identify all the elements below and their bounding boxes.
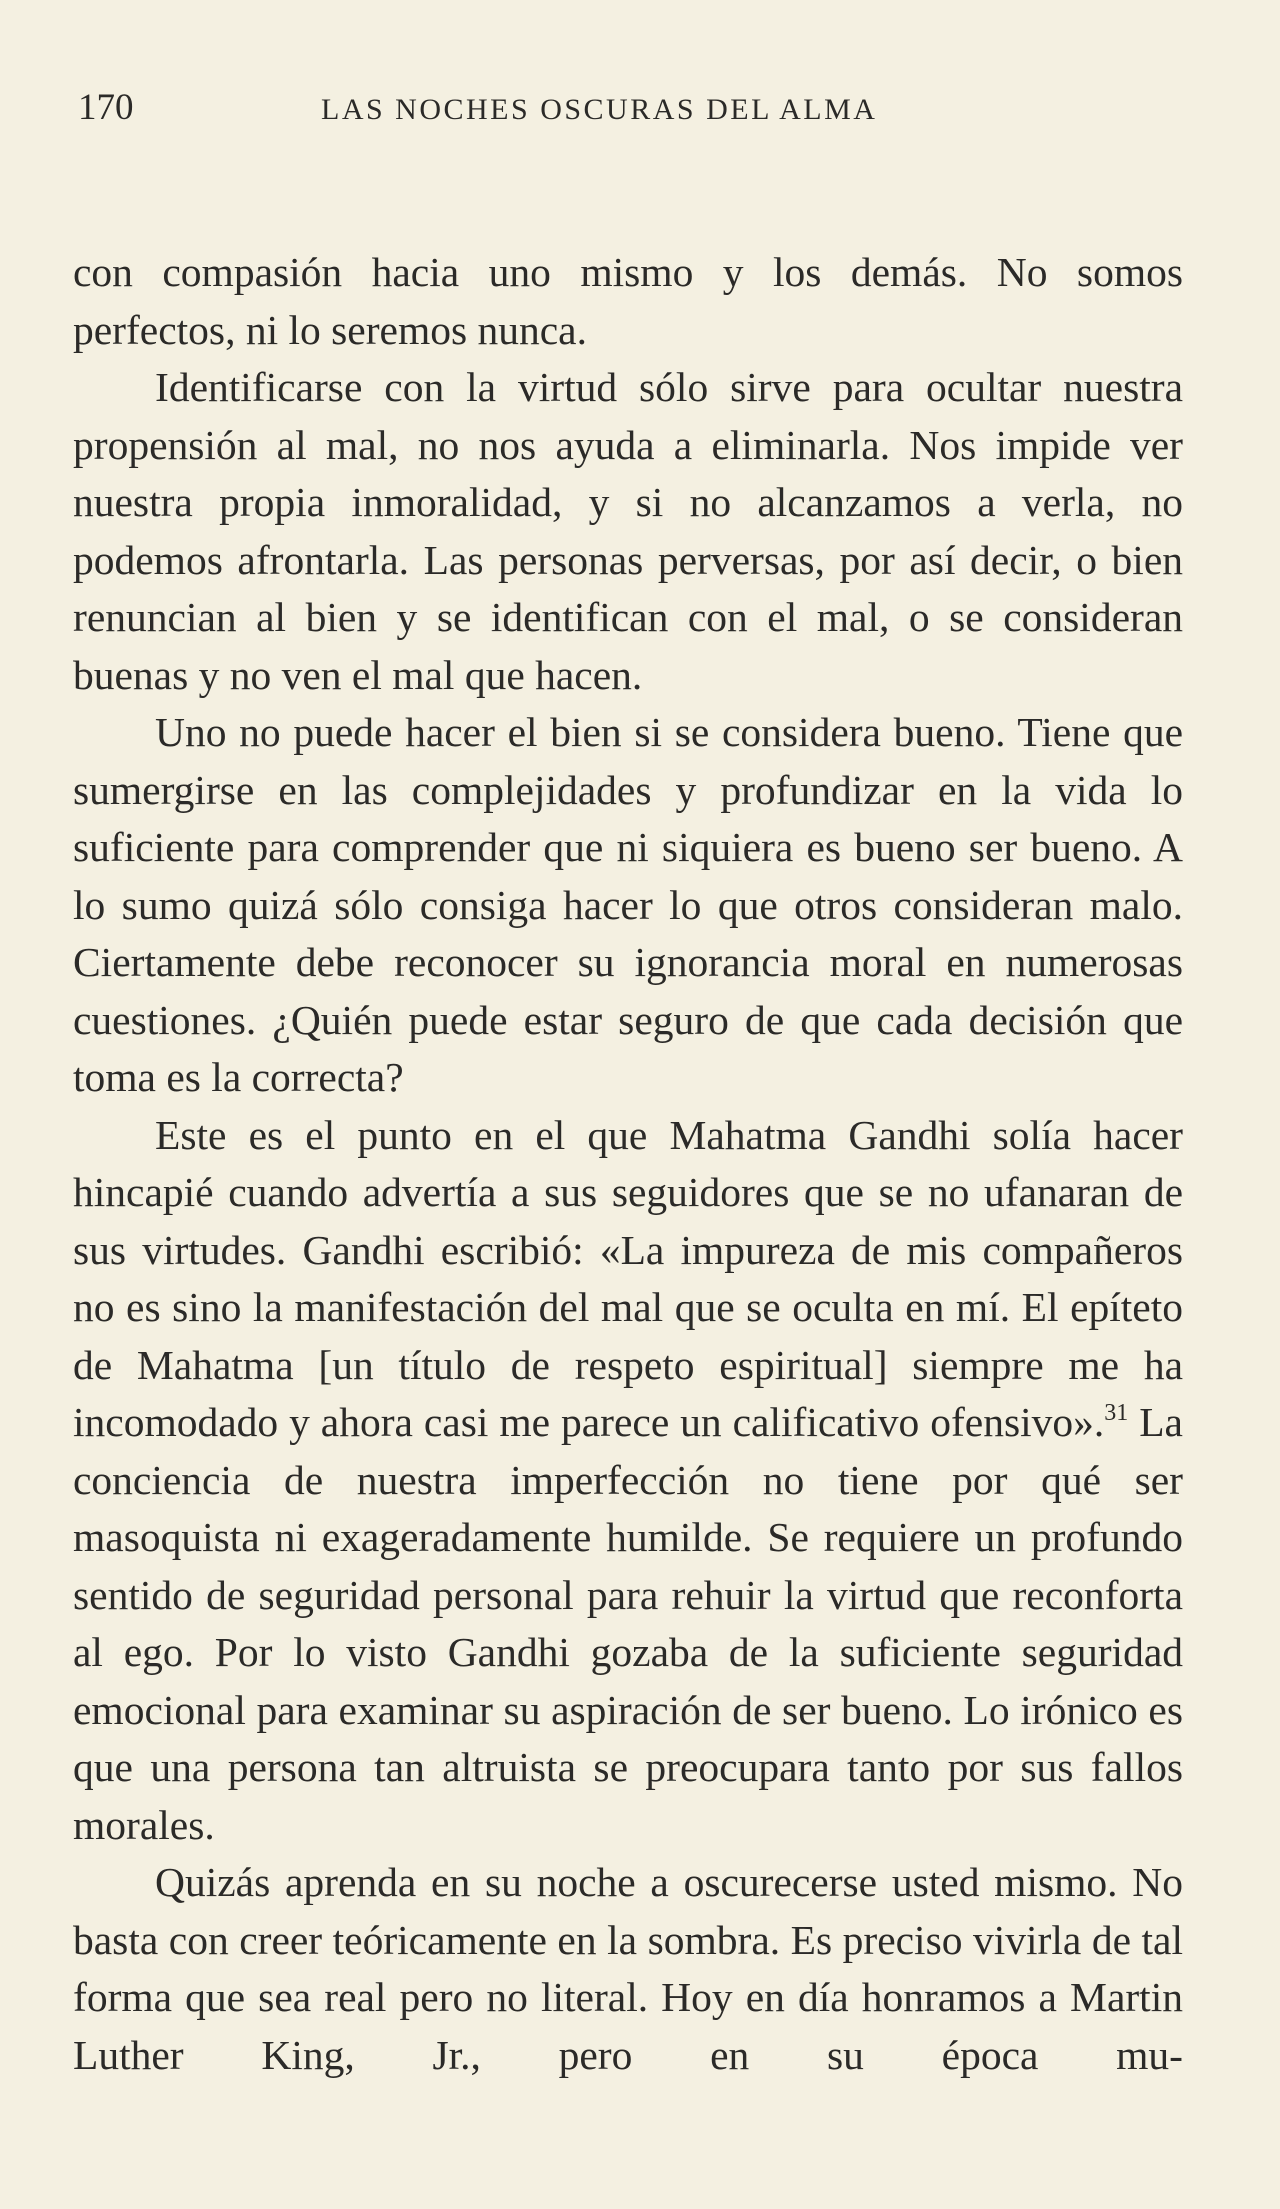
paragraph-5: Quizás aprenda en su noche a oscurecerse usted mismo. No basta con creer teóricamente en la sombra. Es preciso vivirla de tal forma que sea real pero no literal. Hoy en día honramos a Martin Luther King, Jr., pero en su época mu- — [73, 1859, 1183, 2078]
book-page — [73, 78, 1183, 2078]
paragraph-3: Uno no puede hacer el bien si se considera bueno. Tiene que sumergirse en las complejidades y profundizar en la vida lo suficiente para comprender que ni siquiera es bueno ser bueno. A lo sumo quizá sólo consiga hacer lo que otros consideran malo. Ciertamente debe reconocer su ignorancia moral en numerosas cuestiones. ¿Quién puede estar seguro de que cada decisión que toma es la correcta? — [73, 709, 1183, 1100]
body-text — [73, 244, 1183, 2084]
running-header — [73, 78, 1183, 148]
paragraph-4-text-continued: La conciencia de nuestra imperfección no tiene por qué ser masoquista ni exageradamente humilde. Se requiere un profundo sentido de seguridad personal para rehuir la virtud que reconforta al ego. Por lo visto Gandhi gozaba de la suficiente seguridad emocional para examinar su aspiración de ser bueno. Lo irónico es que una persona tan altruista se preocupara tanto por sus fallos morales. — [73, 1399, 1183, 1848]
paragraph-4 — [73, 1107, 1183, 1855]
page-number: 170 — [78, 87, 134, 128]
paragraph-4-text: Este es el punto en el que Mahatma Gandhi solía hacer hincapié cuando advertía a sus seguidores que se no ufanaran de sus virtudes. Gandhi escribió: «La impureza de mis compañeros no es sino la manifestación del mal que se oculta en mí. El epíteto de Mahatma [un título de respeto espiritual] siempre me ha incomodado y ahora casi me parece un calificativo ofensivo». — [73, 1111, 1183, 1445]
footnote-reference: 31 — [1104, 1400, 1129, 1426]
paragraph-1: con compasión hacia uno mismo y los demás. No somos perfectos, ni lo seremos nunca. — [73, 249, 1183, 353]
running-title: LAS NOCHES OSCURAS DEL ALMA — [321, 93, 878, 126]
paragraph-2: Identificarse con la virtud sólo sirve para ocultar nuestra propensión al mal, no nos ayuda a eliminarla. Nos impide ver nuestra propia inmoralidad, y si no alcanzamos a verla, no podemos afrontarla. Las personas perversas, por así decir, o bien renuncian al bien y se identifican con el mal, o se consideran buenas y no ven el mal que hacen. — [73, 364, 1183, 698]
